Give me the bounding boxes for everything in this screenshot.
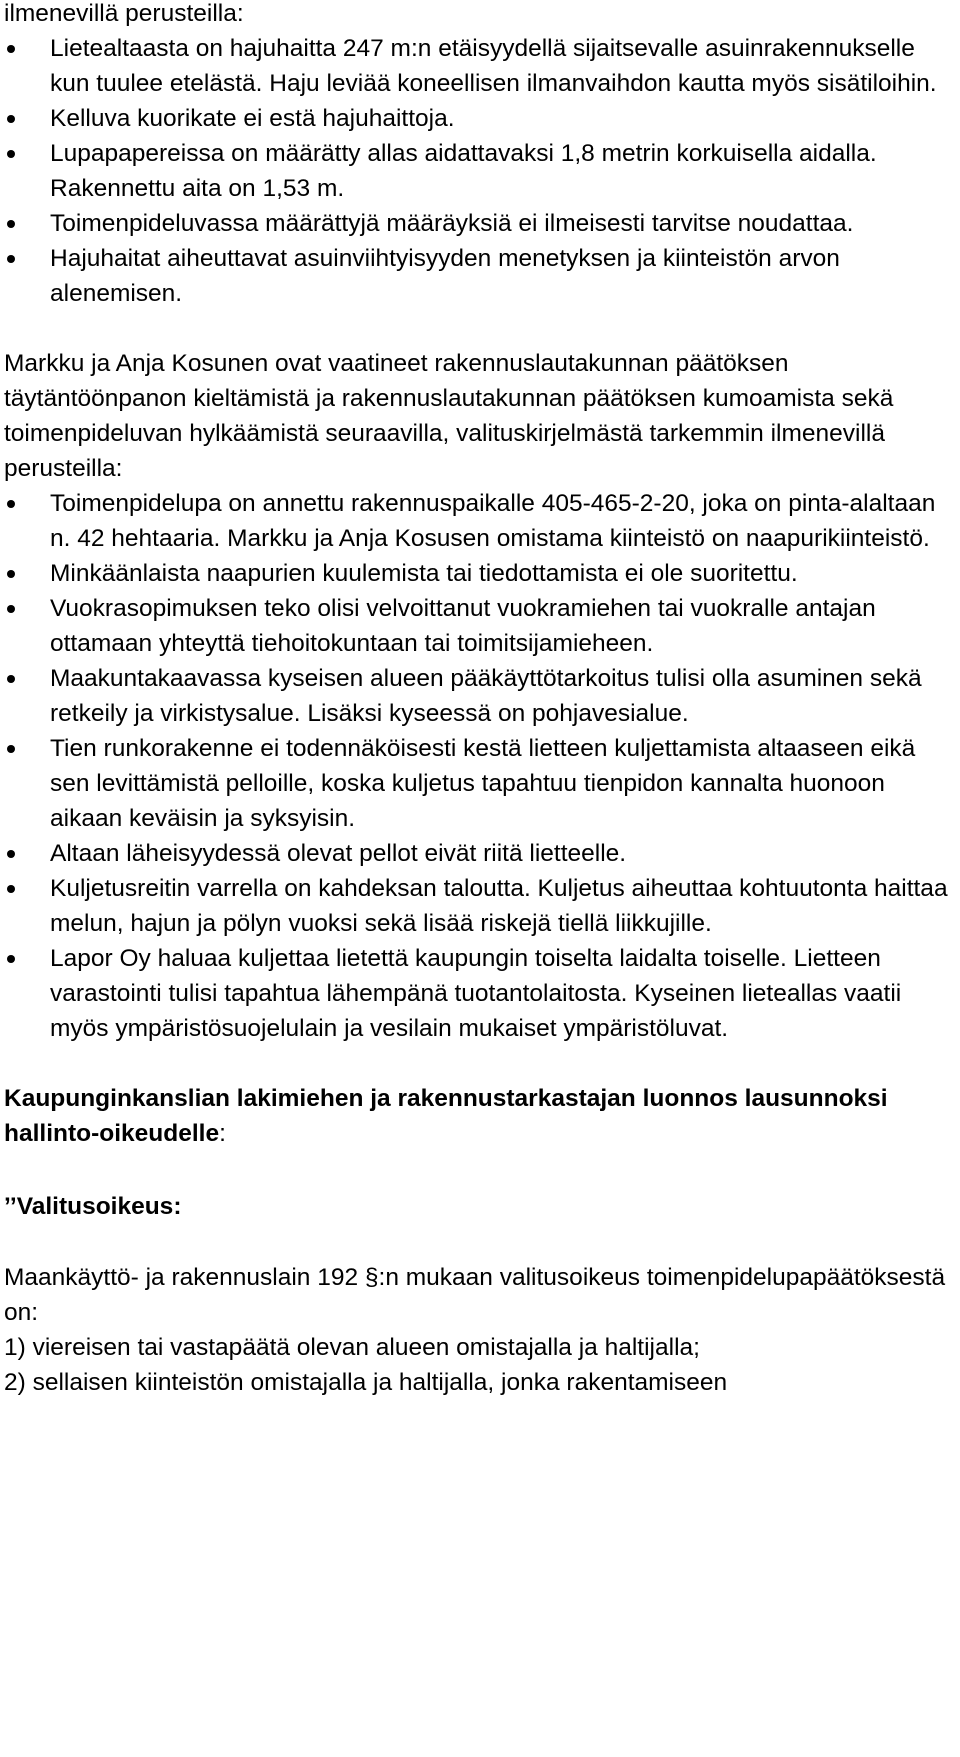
list-item: Lapor Oy haluaa kuljettaa lietettä kaupungin toiselta laidalta toiselle. Lietteen varastointi tulisi tapahtua lähempänä tuotantolaitosta. Kyseinen lieteallas vaatii myös ympäristösuojelulain ja vesilain mukaiset ympäristöluvat. [4,941,956,1046]
section3-intro: Maankäyttö- ja rakennuslain 192 §:n mukaan valitusoikeus toimenpidelupapäätöksestä on: [4,1264,946,1326]
spacer [4,311,956,346]
bullet-icon [7,255,15,263]
list-item: Lupapapereissa on määrätty allas aidattavaksi 1,8 metrin korkuisella aidalla. Rakennettu aita on 1,53 m. [4,136,956,206]
document-page [4,0,956,1400]
valitusoikeus-heading [4,1189,956,1224]
heading-colon: : [219,1120,226,1147]
list-item: Minkäänlaista naapurien kuulemista tai tiedottamista ei ole suoritettu. [4,556,956,591]
list-item: Toimenpideluvassa määrättyjä määräyksiä ei ilmeisesti tarvitse noudattaa. [4,206,956,241]
list-item: Vuokrasopimuksen teko olisi velvoittanut vuokramiehen tai vuokralle antajan ottamaan yhteyttä tiehoitokuntaan tai toimitsijamieheen. [4,591,956,661]
heading-text: Kaupunginkanslian lakimiehen ja rakennustarkastajan luonnos lausunnoksi hallinto-oikeudelle [4,1085,888,1147]
bullet-icon [7,675,15,683]
list-item: Altaan läheisyydessä olevat pellot eivät riitä lietteelle. [4,836,956,871]
section1-bullet-list [4,31,956,311]
bullet-icon [7,115,15,123]
list-item: Toimenpidelupa on annettu rakennuspaikalle 405-465-2-20, joka on pinta-alaltaan n. 42 hehtaaria. Markku ja Anja Kosusen omistama kiinteistö on naapurikiinteistö. [4,486,956,556]
spacer [4,1224,956,1260]
numbered-item: 1) viereisen tai vastapäätä olevan alueen omistajalla ja haltijalla; [4,1334,700,1361]
spacer [4,1046,956,1081]
bullet-icon [7,605,15,613]
list-item: Maakuntakaavassa kyseisen alueen pääkäyttötarkoitus tulisi olla asuminen sekä retkeily ja virkistysalue. Lisäksi kyseessä on pohjavesialue. [4,661,956,731]
valitusoikeus-title: Valitusoikeus: [16,1193,182,1220]
bullet-icon [7,570,15,578]
list-item: Tien runkorakenne ei todennäköisesti kestä lietteen kuljettamista altaaseen eikä sen levittämistä pelloille, koska kuljetus tapahtuu tienpidon kannalta huonoon aikaan keväisin ja syksyisin. [4,731,956,836]
list-item: Kuljetusreitin varrella on kahdeksan taloutta. Kuljetus aiheuttaa kohtuutonta haittaa melun, hajun ja pölyn vuoksi sekä lisää riskejä tiellä liikkujille. [4,871,956,941]
section-heading [4,1081,956,1151]
bullet-icon [7,885,15,893]
section2-intro: Markku ja Anja Kosunen ovat vaatineet rakennuslautakunnan päätöksen täytäntöönpanon kieltämistä ja rakennuslautakunnan päätöksen kumoamista sekä toimenpideluvan hylkäämistä seuraavilla, valituskirjelmästä tarkemmin ilmenevillä perusteilla: [4,350,894,482]
bullet-icon [7,850,15,858]
bullet-icon [7,745,15,753]
section2-bullet-list [4,486,956,1046]
bullet-icon [7,150,15,158]
section1-intro-tail: ilmenevillä perusteilla: [4,0,244,27]
quote-mark: ’’ [4,1193,17,1220]
list-item: Kelluva kuorikate ei estä hajuhaittoja. [4,101,956,136]
bullet-icon [7,45,15,53]
bullet-icon [7,500,15,508]
bullet-icon [7,220,15,228]
numbered-item: 2) sellaisen kiinteistön omistajalla ja haltijalla, jonka rakentamiseen [4,1369,728,1396]
spacer [4,1151,956,1189]
list-item: Lietealtaasta on hajuhaitta 247 m:n etäisyydellä sijaitsevalle asuinrakennukselle kun tuulee etelästä. Haju leviää koneellisen ilmanvaihdon kautta myös sisätiloihin. [4,31,956,101]
bullet-icon [7,955,15,963]
list-item: Hajuhaitat aiheuttavat asuinviihtyisyyden menetyksen ja kiinteistön arvon alenemisen. [4,241,956,311]
